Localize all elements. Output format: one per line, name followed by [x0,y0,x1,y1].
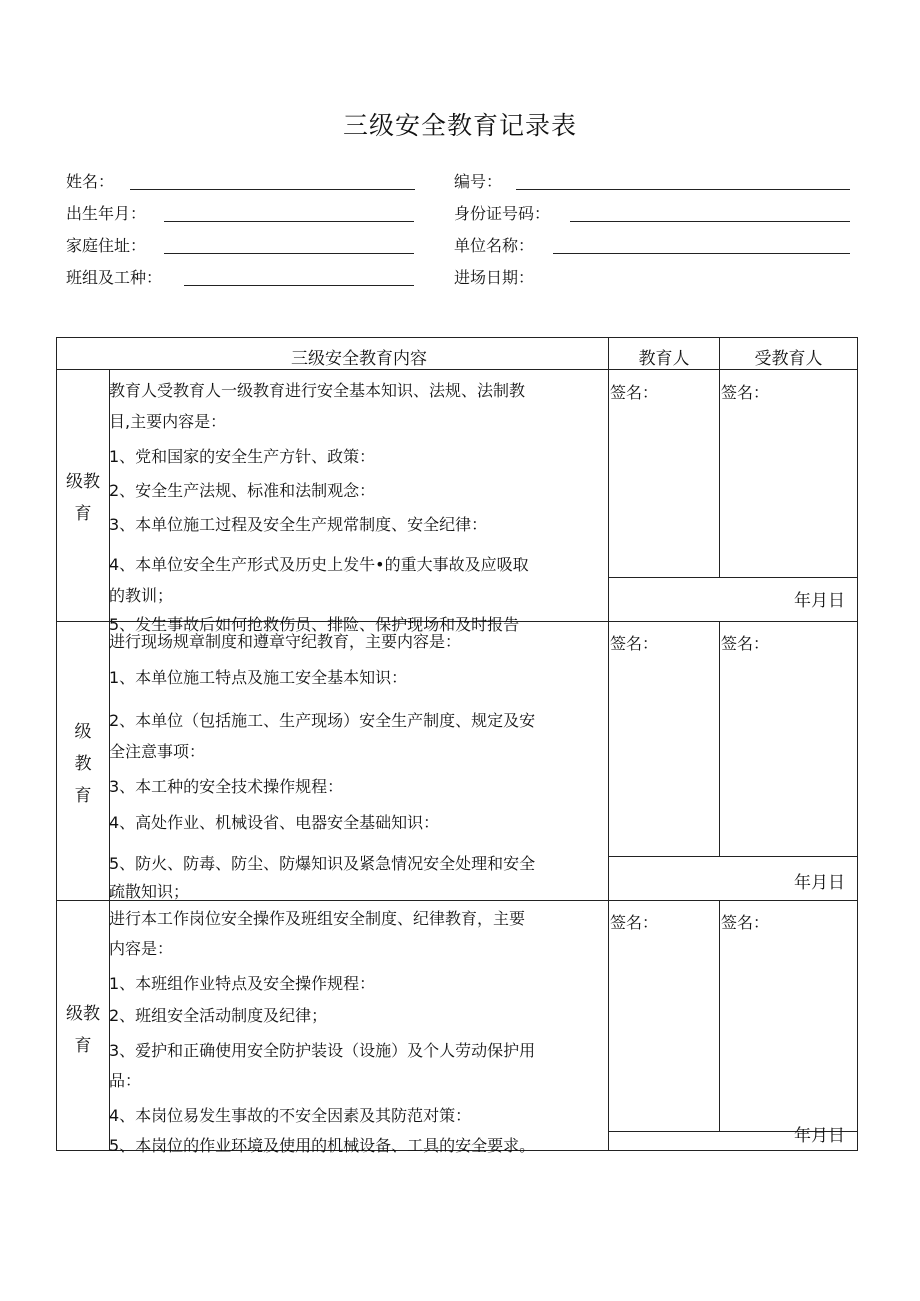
address-field [66,234,416,258]
birth-label: 出生年月： [66,204,147,223]
section-1-content [109,370,604,634]
s3-line3: 1、本班组作业特点及安全操作规程： [109,974,376,993]
address-label: 家庭住址： [66,236,147,255]
s3-line6: 品： [109,1071,142,1090]
team-line[interactable] [184,285,414,286]
level-label-2-line3: 育 [74,786,92,806]
level-label-3-line1: 级教 [66,1004,100,1024]
s2-line2: 1、本单位施工特点及施工安全基本知识： [109,668,408,687]
entry-label: 进场日期： [454,268,535,287]
s3-line8: 5、本岗位的作业环境及使用的机械设备、工具的安全要求。 [109,1136,536,1155]
birth-line[interactable] [164,221,414,222]
s1-line6: 4、本单位安全生产形式及历史上发牛•的重大事故及应吸取 [109,555,529,574]
s2-line6: 4、高处作业、机械设省、电器安全基础知识： [109,813,440,832]
education-table [56,337,858,1155]
header-educatee: 受教育人 [754,349,823,369]
birth-field [66,202,416,226]
team-label: 班组及工种： [66,268,163,287]
level-label-1 [57,466,109,530]
page-title: 三级安全教育记录表 [342,111,577,140]
level-label-1-line2: 育 [74,504,92,524]
educator-col-line-1 [719,338,720,577]
id-line[interactable] [570,221,850,222]
s3-line2: 内容是： [109,939,174,958]
level-label-2 [57,716,109,812]
s2-date: 年月日 [794,873,845,893]
header-content: 三级安全教育内容 [291,349,427,369]
section-3-content [109,901,604,1155]
s1-line2: 目,主要内容是： [109,412,227,431]
s1-line3: 1、党和国家的安全生产方针、政策： [109,447,376,466]
name-field [66,170,416,194]
s2-educator-sign[interactable]: 签名： [610,634,659,653]
number-line[interactable] [516,189,850,190]
level-label-2-line2: 教 [74,754,92,774]
s2-educatee-sign[interactable]: 签名： [721,634,770,653]
s2-line8: 疏散知识； [109,882,190,901]
s3-educator-sign[interactable]: 签名： [610,913,659,932]
s2-line5: 3、本工种的安全技术操作规程： [109,777,344,796]
name-label: 姓名： [66,172,115,191]
educator-col-line-2 [719,621,720,856]
s1-line8: 5、发生事故后如何抢救伤员、排险、保护现场和及时报告 [109,615,520,634]
s1-line1: 教育人受教育人一级教育进行安全基本知识、法规、法制教 [109,381,526,400]
address-line[interactable] [164,253,414,254]
s2-line4: 全注意事项： [109,742,206,761]
content-col-line [608,338,609,1150]
number-field [454,170,854,194]
entry-field [454,266,654,290]
id-label: 身份证号码： [454,204,551,223]
s2-line3: 2、本单位（包括施工、生产现场）安全生产制度、规定及安 [109,711,536,730]
s1-date: 年月日 [794,591,845,611]
s1-line4: 2、安全生产法规、标准和法制观念： [109,481,376,500]
s3-line4: 2、班组安全活动制度及纪律； [109,1006,328,1025]
level-label-1-line1: 级教 [66,472,100,492]
educator-col-line-3 [719,900,720,1131]
level-label-2-line1: 级 [74,722,92,742]
header-educator: 教育人 [638,349,690,369]
team-field [66,266,416,290]
unit-label: 单位名称： [454,236,535,255]
s3-date: 年月日 [794,1126,845,1146]
section-2-content [109,622,604,900]
s3-line5: 3、爱护和正确使用安全防护装设（设施）及个人劳动保护用 [109,1041,536,1060]
unit-field [454,234,854,258]
s3-educatee-sign[interactable]: 签名： [721,913,770,932]
s2-line1: 进行现场规章制度和遵章守纪教育，主要内容是： [109,632,462,651]
s1-line5: 3、本单位施工过程及安全生产规常制度、安全纪律： [109,515,488,534]
s1-line7: 的教训； [109,586,174,605]
level-label-3-line2: 育 [74,1036,92,1056]
name-line[interactable] [130,189,415,190]
s1-educatee-sign[interactable]: 签名： [721,383,770,402]
s1-educator-sign[interactable]: 签名： [610,383,659,402]
s2-line7: 5、防火、防毒、防尘、防爆知识及紧急情况安全处理和安全 [109,854,536,873]
s3-line1: 进行本工作岗位安全操作及班组安全制度、纪律教育，主要 [109,909,526,928]
s3-line7: 4、本岗位易发生事故的不安全因素及其防范对策： [109,1106,472,1125]
date-divider-2 [608,856,858,857]
number-label: 编号： [454,172,503,191]
level-label-3 [57,998,109,1062]
id-field [454,202,854,226]
unit-line[interactable] [553,253,850,254]
date-divider-1 [608,577,858,578]
